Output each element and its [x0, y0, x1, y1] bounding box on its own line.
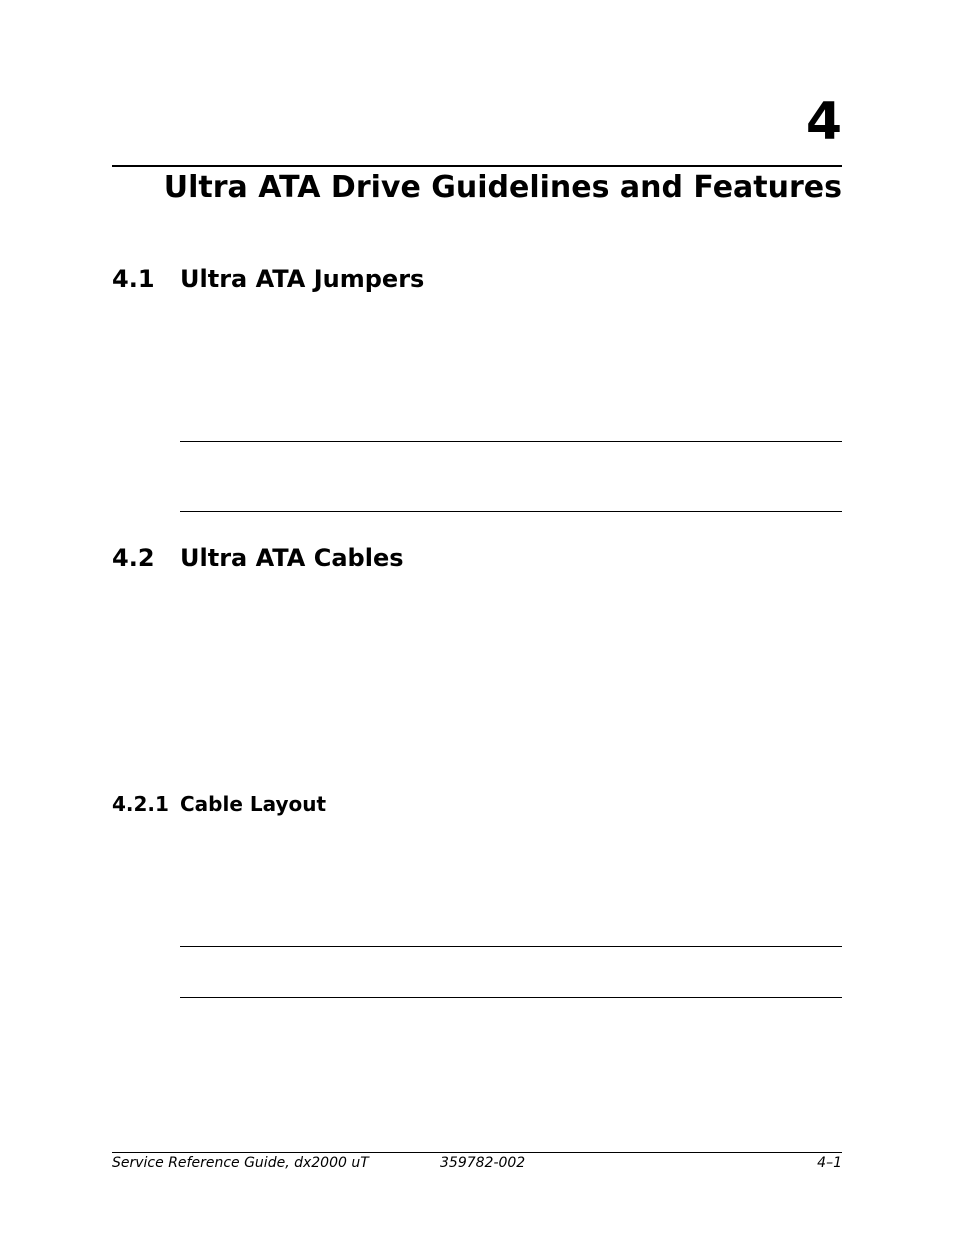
note-rule-bottom: [180, 511, 842, 512]
footer-rule: [112, 1152, 842, 1153]
section-number: 4.2: [112, 544, 155, 572]
note-rule-bottom: [180, 997, 842, 998]
section-number: 4.2.1: [112, 792, 169, 816]
chapter-rule: [112, 165, 842, 167]
section-heading-4-2-1: [112, 794, 326, 814]
section-title: Ultra ATA Cables: [180, 544, 404, 572]
note-rule-top: [180, 946, 842, 947]
section-heading-4-1: [112, 267, 424, 291]
page-footer: [112, 1155, 842, 1175]
section-title: Ultra ATA Jumpers: [180, 265, 425, 293]
section-title: Cable Layout: [180, 792, 327, 816]
footer-part-number: 359782-002: [440, 1155, 526, 1171]
chapter-title: Ultra ATA Drive Guidelines and Features: [163, 170, 842, 205]
section-heading-4-2: [112, 546, 404, 570]
note-rule-top: [180, 441, 842, 442]
footer-page-number: 4–1: [817, 1155, 842, 1171]
footer-document-title: Service Reference Guide, dx2000 uT: [112, 1155, 369, 1171]
section-number: 4.1: [112, 265, 155, 293]
chapter-number: 4: [805, 92, 842, 152]
